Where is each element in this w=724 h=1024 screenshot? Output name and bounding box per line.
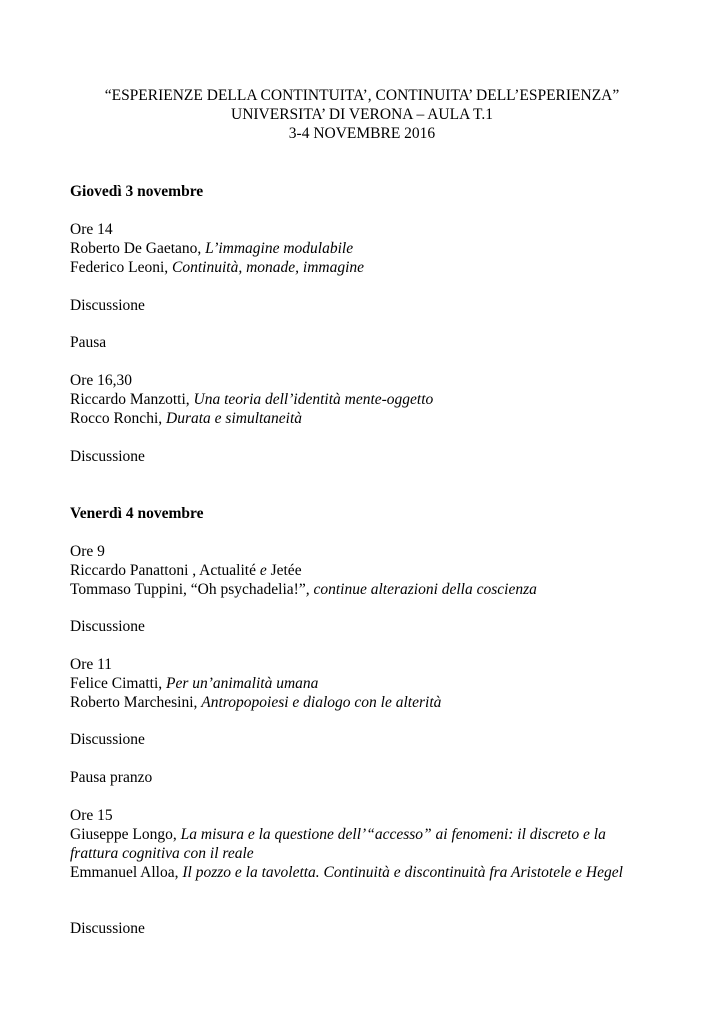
- talk-entry: [70, 580, 650, 599]
- lunch-break-label: Pausa pranzo: [70, 769, 153, 786]
- day-heading-friday: Venerdì 4 novembre: [70, 505, 204, 522]
- talk-entry: [70, 390, 650, 409]
- talk-entry: [70, 693, 650, 712]
- session-time: Ore 16,30: [70, 372, 132, 389]
- session-time: Ore 15: [70, 807, 113, 824]
- talk-entry: [70, 258, 650, 277]
- talk-title: Continuità, monade, immagine: [172, 259, 365, 276]
- document-header: [0, 86, 724, 143]
- talk-entry: [70, 409, 650, 428]
- discussion-label: Discussione: [70, 731, 145, 748]
- talk-entry: [70, 239, 650, 258]
- session-time: Ore 14: [70, 221, 113, 238]
- talk-entry: [70, 674, 650, 693]
- discussion-label: Discussione: [70, 297, 145, 314]
- speaker-name: Roberto De Gaetano,: [70, 240, 206, 257]
- talk-entry: [70, 863, 650, 882]
- header-dates: 3-4 NOVEMBRE 2016: [288, 125, 436, 142]
- day-heading-thursday: Giovedì 3 novembre: [70, 183, 204, 200]
- session-time: Ore 11: [70, 656, 113, 673]
- speaker-name: Federico Leoni,: [70, 259, 173, 276]
- talk-title: Una teoria dell’identità mente-oggetto: [193, 391, 434, 408]
- discussion-label: Discussione: [70, 448, 145, 465]
- talk-title-part: e: [259, 562, 267, 579]
- talk-title: Antropopoiesi e dialogo con le alterità: [201, 694, 442, 711]
- speaker-name: Giuseppe Longo,: [70, 826, 181, 843]
- talk-entry: [70, 561, 650, 580]
- discussion-label: Discussione: [70, 618, 145, 635]
- talk-title-part: Jetée: [266, 562, 302, 579]
- talk-title: La misura e la questione dell’“accesso” ai fenomeni: il discreto e la frattura cognitiva con il reale: [70, 826, 606, 862]
- talk-title: L’immagine modulabile: [205, 240, 354, 257]
- speaker-name: Riccardo Panattoni ,: [70, 562, 200, 579]
- talk-title: Il pozzo e la tavoletta. Continuità e discontinuità fra Aristotele e Hegel: [182, 864, 623, 881]
- talk-title-quote: “Oh psychadelia!”: [190, 581, 306, 598]
- speaker-name: Roberto Marchesini,: [70, 694, 202, 711]
- talk-title: Durata e simultaneità: [166, 410, 303, 427]
- talk-entry: [70, 825, 650, 863]
- session-time: Ore 9: [70, 543, 105, 560]
- talk-title: , continue alterazioni della coscienza: [305, 581, 537, 598]
- talk-title: Per un’animalità umana: [166, 675, 319, 692]
- speaker-name: Felice Cimatti,: [70, 675, 166, 692]
- header-title: “ESPERIENZE DELLA CONTINTUITA’, CONTINUITA’ DELL’ESPERIENZA”: [104, 87, 620, 104]
- speaker-name: Emmanuel Alloa,: [70, 864, 183, 881]
- talk-title-part: Actualité: [199, 562, 260, 579]
- speaker-name: Riccardo Manzotti,: [70, 391, 194, 408]
- break-label: Pausa: [70, 334, 107, 351]
- speaker-name: Rocco Ronchi,: [70, 410, 166, 427]
- discussion-label: Discussione: [70, 920, 145, 937]
- speaker-name: Tommaso Tuppini,: [70, 581, 191, 598]
- header-venue: UNIVERSITA’ DI VERONA – AULA T.1: [231, 106, 493, 123]
